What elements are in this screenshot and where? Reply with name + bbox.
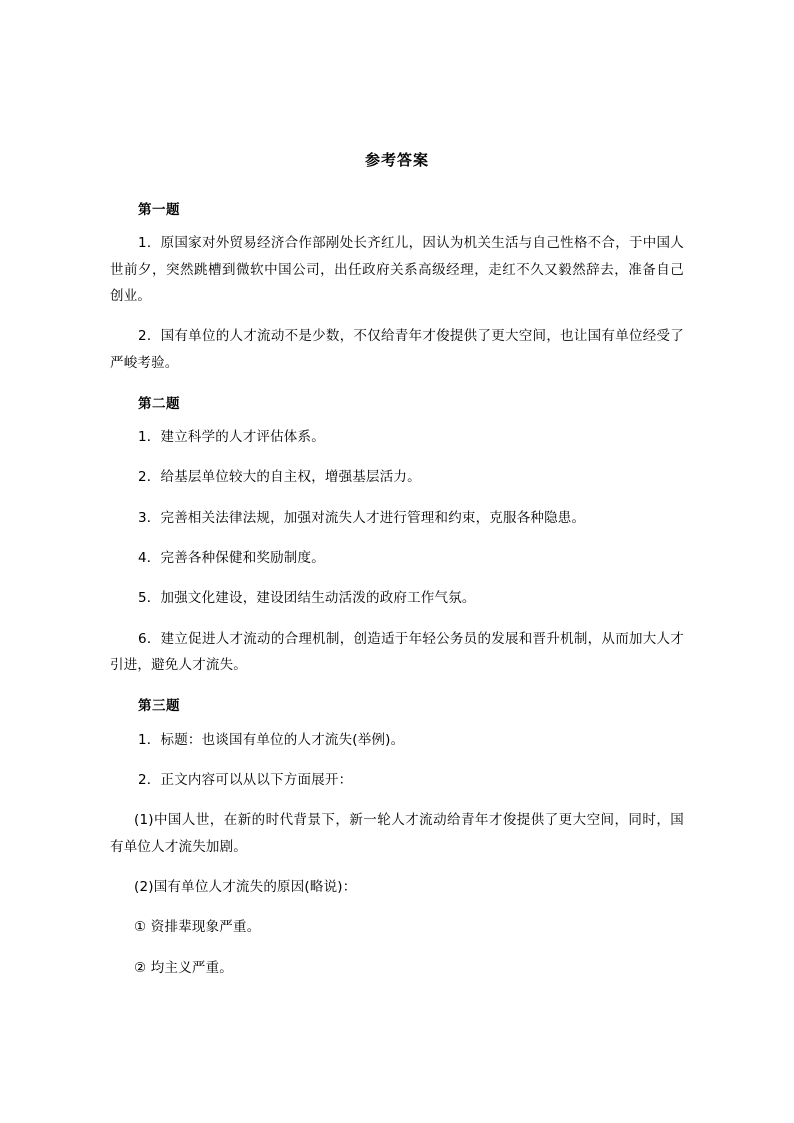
paragraph: ① 资排辈现象严重。 xyxy=(134,919,261,936)
paragraph: 1．原国家对外贸易经济合作部剐处长齐红儿，因认为机关生活与自己性格不合，于中国人世前夕，突然跳槽到微软中国公司，出任政府关系高级经理，走红不久又毅然辞去，准备自己创业。 xyxy=(110,235,684,304)
paragraph: (2)国有单位人才流失的原因(略说)： xyxy=(134,878,357,895)
paragraph: 6．建立促进人才流动的合理机制，创造适于年轻公务员的发展和晋升机制，从而加大人才引进，避免人才流失。 xyxy=(110,630,684,674)
paragraph: 1．标题：也谈国有单位的人才流失(举例)。 xyxy=(138,731,405,748)
paragraph: 1．建立科学的人才评估体系。 xyxy=(138,429,325,446)
paragraph: 2．正文内容可以从以下方面展开： xyxy=(138,771,353,788)
paragraph: 5．加强文化建设，建设团结生动活泼的政府工作气氛。 xyxy=(138,590,476,607)
paragraph: 3．完善相关法律法规，加强对流失人才进行管理和约束，克服各种隐患。 xyxy=(138,509,586,526)
page-title: 参考答案 xyxy=(364,151,429,169)
paragraph: (1)中国人世，在新的时代背景下，新一轮人才流动给青年才俊提供了更大空间，同时，国有单位人才流失加剧。 xyxy=(110,812,684,855)
section-heading-2: 第二题 xyxy=(138,395,180,412)
paragraph: 4．完善各种保健和奖励制度。 xyxy=(138,550,325,567)
paragraph: ② 均主义严重。 xyxy=(134,959,233,976)
paragraph: 2．给基层单位较大的自主权，增强基层活力。 xyxy=(138,469,421,486)
section-heading-3: 第三题 xyxy=(138,698,180,715)
section-heading-1: 第一题 xyxy=(138,202,180,218)
paragraph: 2．国有单位的人才流动不是少数，不仅给青年才俊提供了更大空间，也让国有单位经受了严峻考验。 xyxy=(110,328,684,371)
